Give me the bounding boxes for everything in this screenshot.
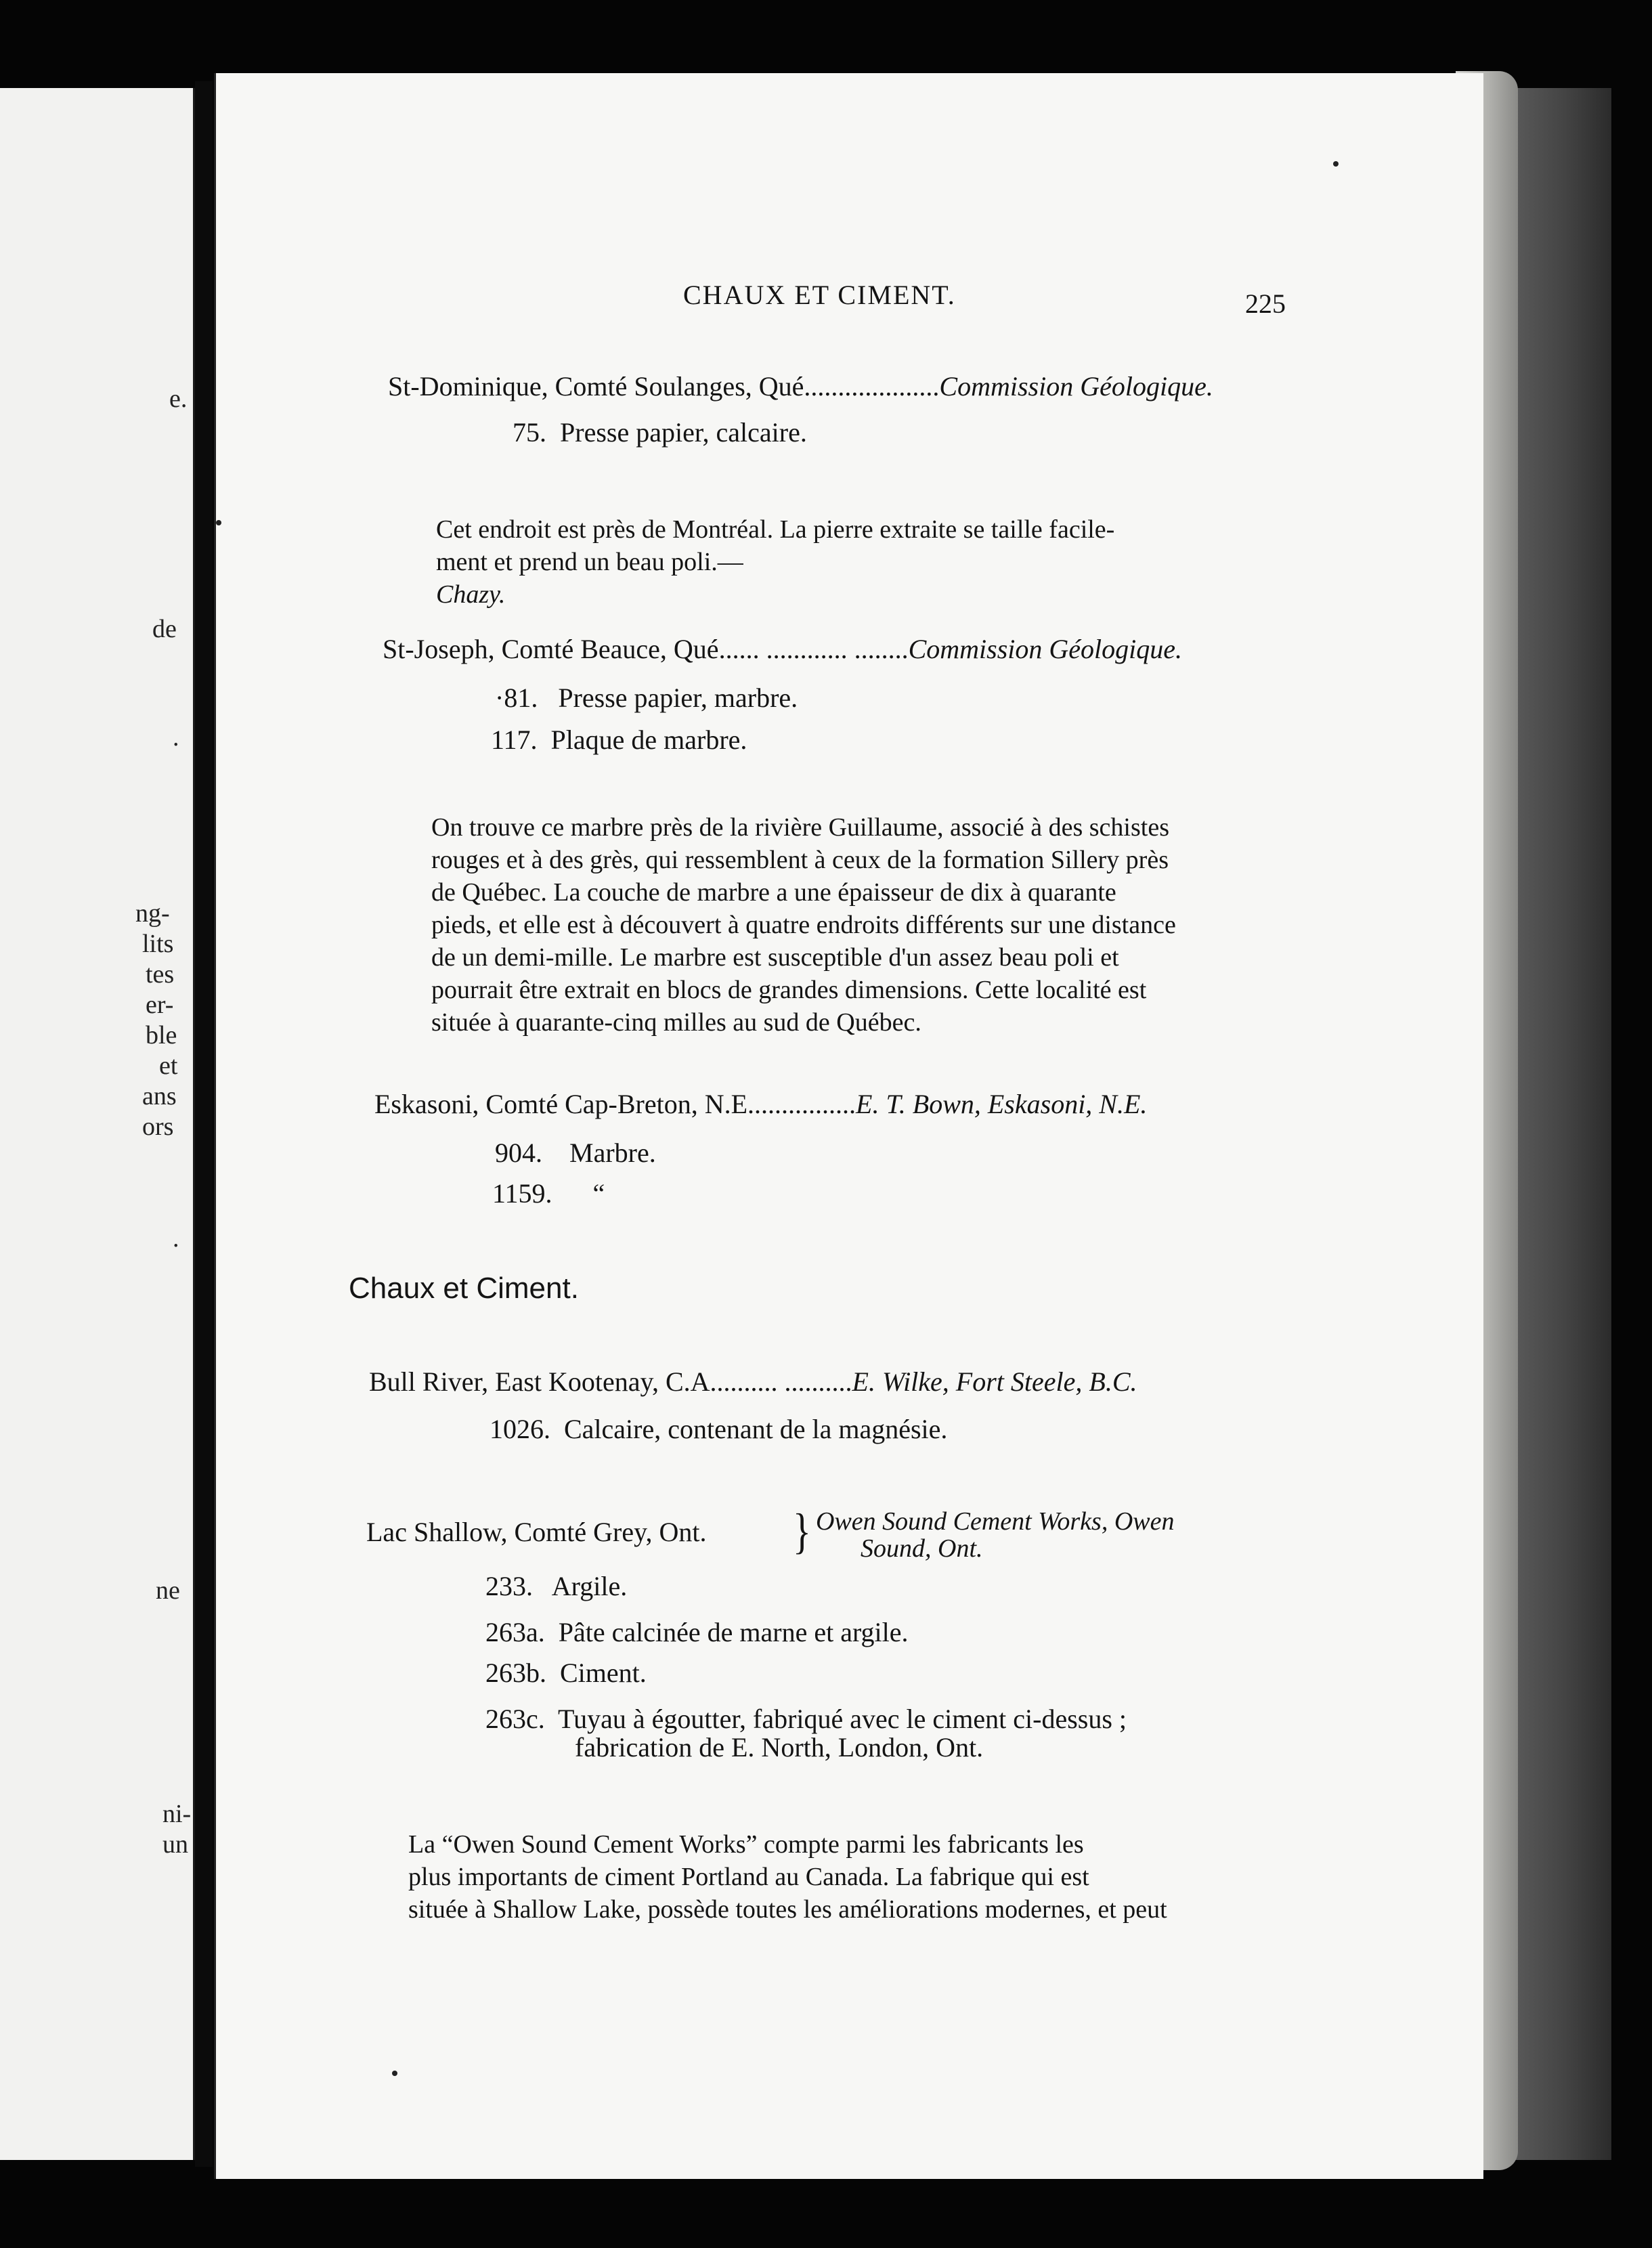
facing-fragment: de [152,615,177,643]
entry-item: 1026. Calcaire, contenant de la magnésie. [490,1414,948,1444]
entry-item: 75. Presse papier, calcaire. [513,417,807,448]
entry-donor: Sound, Ont. [861,1534,983,1563]
facing-fragment: . [173,1224,179,1253]
facing-fragment: ors [142,1112,174,1141]
entry-item: 233. Argile. [485,1571,628,1601]
facing-fragment: ng- [135,899,170,928]
facing-page [0,88,197,2160]
facing-fragment: . [173,723,179,752]
entry-item: fabrication de E. North, London, Ont. [575,1732,984,1763]
entry-note: On trouve ce marbre près de la rivière Guillaume, associé à des schistes rouges et à des grès, qui ressemblent à ceux de la formation Sillery près de Québec. La couche de marbre a une épaisseur de dix à quarante pieds, et elle est à découvert à quatre endroits différents sur une distance de un demi-mille. Le marbre est susceptible d'un assez beau poli et pourrait être extrait en blocs de grandes dimensions. Cette localité est située à quarante-cinq milles au sud de Québec. [431,813,1176,1037]
ink-speck [392,2071,397,2076]
facing-fragment: tes [146,960,175,989]
entry-item: 1159. “ [492,1178,605,1209]
facing-fragment: ne [156,1576,180,1605]
facing-fragment: ni- [162,1800,192,1828]
entry-location: St-Dominique, Comté Soulanges, Qué....................Commission Géologique. [388,371,1213,402]
entry-item: 117. Plaque de marbre. [491,725,747,755]
entry-note: Cet endroit est près de Montréal. La pierre extraite se taille facile- ment et prend un beau poli.— Chazy. [436,515,1115,609]
entry-location: Lac Shallow, Comté Grey, Ont. [366,1517,707,1547]
facing-fragment: e. [169,385,188,413]
entry-item: ·81. Presse papier, marbre. [495,683,798,713]
running-header: CHAUX ET CIMENT. [683,280,956,310]
entry-item: 263a. Pâte calcinée de marne et argile. [485,1617,909,1647]
entry-note: La “Owen Sound Cement Works” compte parmi les fabricants les plus importants de ciment Portland au Canada. La fabrique qui est située à Shallow Lake, possède toutes les améliorations modernes, et peut [408,1830,1167,1924]
facing-fragment: er- [146,991,174,1019]
entry-donor: Owen Sound Cement Works, Owen [816,1507,1175,1536]
entry-item: 263c. Tuyau à égoutter, fabriqué avec le ciment ci-dessus ; [485,1704,1127,1734]
facing-fragment: ble [146,1021,177,1050]
entry-location: Eskasoni, Comté Cap-Breton, N.E................E. T. Bown, Eskasoni, N.E. [374,1089,1148,1119]
ink-speck [1333,161,1339,167]
facing-fragment: et [159,1052,178,1080]
entry-item: 904. Marbre. [495,1138,656,1168]
facing-fragment: un [162,1830,188,1859]
entry-location: St-Joseph, Comté Beauce, Qué...... ............ ........Commission Géologique. [383,634,1182,664]
entry-item: 263b. Ciment. [485,1658,647,1688]
section-heading: Chaux et Ciment. [349,1272,579,1305]
page-number: 225 [1245,288,1286,319]
facing-fragment: ans [142,1082,177,1110]
book-gutter [195,81,213,2167]
brace-glyph: } [793,1504,811,1559]
ink-speck [216,520,221,525]
main-page [214,73,1483,2179]
entry-location: Bull River, East Kootenay, C.A.......... ..........E. Wilke, Fort Steele, B.C. [369,1366,1137,1397]
facing-fragment: lits [142,930,174,958]
